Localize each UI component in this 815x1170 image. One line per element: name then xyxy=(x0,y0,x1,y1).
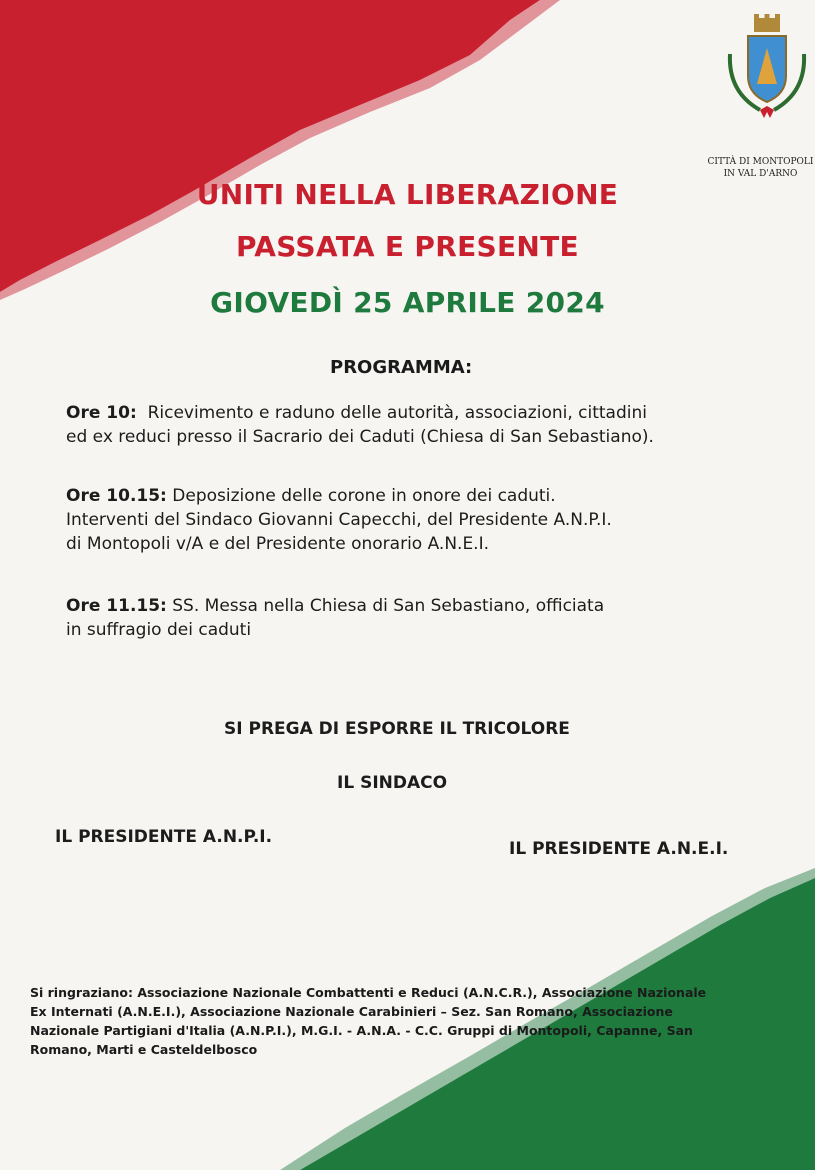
program-item-1-time: Ore 10: xyxy=(66,403,137,423)
program-item-1 xyxy=(66,401,654,449)
program-item-2-text1: Deposizione delle corone in onore dei caduti. xyxy=(172,486,556,506)
title-line1: UNITI NELLA LIBERAZIONE xyxy=(196,178,619,211)
program-heading: PROGRAMMA: xyxy=(330,357,473,378)
mayor-signature-label: IL SINDACO xyxy=(337,773,448,793)
program-item-3-text2: in suffragio dei caduti xyxy=(66,620,252,640)
acknowledgements-line3: Nazionale Partigiani d'Italia (A.N.P.I.), M.G.I. - A.N.A. - C.C. Gruppi di Montopoli, Capanne, San xyxy=(30,1023,693,1038)
anpi-president-label: IL PRESIDENTE A.N.P.I. xyxy=(55,827,273,847)
program-item-1-text2: ed ex reduci presso il Sacrario dei Caduti (Chiesa di San Sebastiano). xyxy=(66,427,654,447)
acknowledgements-line4: Romano, Marti e Casteldelbosco xyxy=(30,1042,258,1057)
program-item-2-line1 xyxy=(66,484,612,508)
acknowledgements-line1: Si ringraziano: Associazione Nazionale Combattenti e Reduci (A.N.C.R.), Associazione Nazionale xyxy=(30,985,707,1000)
municipal-crest-icon xyxy=(724,14,810,134)
program-item-2 xyxy=(66,484,612,556)
program-item-1-line1 xyxy=(66,401,654,425)
title-line2: PASSATA E PRESENTE xyxy=(236,230,579,263)
tricolore-request: SI PREGA DI ESPORRE IL TRICOLORE xyxy=(224,719,570,739)
program-item-2-time: Ore 10.15: xyxy=(66,486,167,506)
program-item-3-line1 xyxy=(66,594,604,618)
program-item-1-text1: Ricevimento e raduno delle autorità, associazioni, cittadini xyxy=(147,403,647,423)
acknowledgements xyxy=(30,983,765,1059)
city-name-line2: IN VAL D'ARNO xyxy=(723,169,798,179)
program-item-3-text1: SS. Messa nella Chiesa di San Sebastiano, officiata xyxy=(172,596,605,616)
program-item-2-text2: Interventi del Sindaco Giovanni Capecchi, del Presidente A.N.P.I. xyxy=(66,510,612,530)
program-item-2-text3: di Montopoli v/A e del Presidente onorario A.N.E.I. xyxy=(66,534,490,554)
acknowledgements-line2: Ex Internati (A.N.E.I.), Associazione Nazionale Carabinieri – Sez. San Romano, Associazione xyxy=(30,1004,673,1019)
city-name-line1: CITTÀ DI MONTOPOLI xyxy=(707,157,814,167)
program-item-3-time: Ore 11.15: xyxy=(66,596,167,616)
anei-president-label: IL PRESIDENTE A.N.E.I. xyxy=(509,839,729,859)
program-item-3 xyxy=(66,594,604,642)
city-name xyxy=(706,156,815,180)
event-date: GIOVEDÌ 25 APRILE 2024 xyxy=(210,286,605,319)
